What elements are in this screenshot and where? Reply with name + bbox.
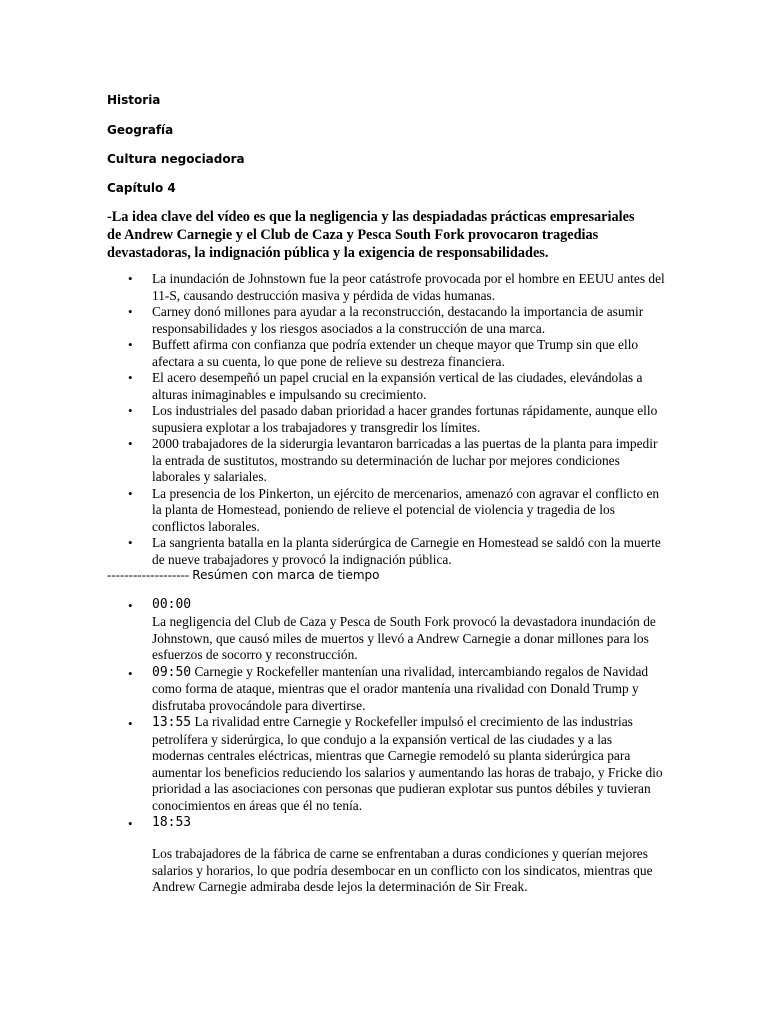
- list-item-text: Carney donó millones para ayudar a la reconstrucción, destacando la importancia de asumir responsabilidades y los riesgos asociados a la construcción de una marca.: [152, 304, 644, 336]
- bullet-icon: •: [128, 716, 133, 731]
- timestamp: 13:55: [152, 715, 192, 730]
- heading-geografia: Geografía: [107, 123, 174, 137]
- timestamp-text: Los trabajadores de la fábrica de carne se enfrentaban a duras condiciones y querían mejores salarios y horarios, lo que podría desembocar en un conflicto con los sindicatos, mientras que Andrew Carnegie admiraba desde lejos la determinación de Sir Freak.: [152, 846, 653, 894]
- timestamp-item: [107, 714, 667, 814]
- heading-capitulo: Capítulo 4: [107, 181, 176, 195]
- timestamp-text: Carnegie y Rockefeller mantenían una rivalidad, intercambiando regalos de Navidad como forma de ataque, mientras que el orador mantenía una rivalidad con Donald Trump y disfrutaba provocándole para divertirse.: [152, 663, 649, 713]
- list-item: [107, 403, 667, 436]
- bullet-icon: •: [128, 665, 133, 681]
- timestamp-item: [107, 596, 667, 664]
- list-item-text: La inundación de Johnstown fue la peor catástrofe provocada por el hombre en EEUU antes del 11-S, causando destrucción masiva y pérdida de vidas humanas.: [152, 271, 665, 303]
- list-item: [107, 486, 667, 536]
- list-item: [107, 337, 667, 370]
- timestamp-item: [107, 814, 667, 896]
- list-item-text: Buffett afirma con confianza que podría extender un cheque mayor que Trump sin que ello afectara a su cuenta, lo que pone de relieve su destreza financiera.: [152, 337, 639, 369]
- bullet-icon: •: [128, 304, 133, 319]
- list-item-text: Los industriales del pasado daban prioridad a hacer grandes fortunas rápidamente, aunque ello supusiera explotar a los trabajadores y transgredir los límites.: [152, 403, 658, 435]
- timestamp: 09:50: [152, 664, 192, 680]
- list-item: [107, 370, 667, 403]
- list-item: [107, 271, 667, 304]
- bullet-icon: •: [128, 535, 133, 550]
- bullet-icon: •: [128, 485, 133, 501]
- timestamp: 18:53: [152, 815, 192, 830]
- heading-historia: Historia: [107, 93, 161, 107]
- list-item: [107, 304, 667, 337]
- timestamp: 00:00: [152, 597, 192, 612]
- heading-cultura-negociadora: Cultura negociadora: [107, 152, 245, 166]
- timestamp-summary-divider: [107, 567, 380, 583]
- bullet-icon: •: [128, 337, 133, 352]
- list-item-text: 2000 trabajadores de la siderurgia levantaron barricadas a las puertas de la planta para impedir la entrada de sustitutos, mostrando su determinación de luchar por mejores condiciones laborales y salariales.: [152, 436, 658, 484]
- bullet-icon: •: [128, 816, 133, 831]
- timestamp-text: La rivalidad entre Carnegie y Rockefeller impulsó el crecimiento de las industrias petrolífera y siderúrgica, lo que condujo a la expansión vertical de las ciudades y a las modernas centrales eléctricas, mientras que Carnegie remodeló su planta siderúrgica para aumentar los beneficios reduciendo los salarios y aumentando las horas de trabajo, y Fricke dio prioridad a las asociaciones con personas que pudieran explotar sus puntos débiles y tuvieran conocimientos en áreas que él no tenía.: [152, 714, 663, 813]
- list-item: [107, 535, 667, 568]
- list-item-text: El acero desempeñó un papel crucial en la expansión vertical de las ciudades, elevándolas a alturas inimaginables e impulsando su crecimiento.: [152, 370, 643, 402]
- bullet-icon: •: [128, 403, 133, 418]
- timestamp-list: [107, 596, 667, 896]
- bullet-icon: •: [128, 370, 133, 385]
- list-item: [107, 436, 667, 486]
- list-item-text: La sangrienta batalla en la planta siderúrgica de Carnegie en Homestead se saldó con la muerte de nueve trabajadores y provocó la indignación pública.: [152, 535, 661, 567]
- intro-paragraph: -La idea clave del vídeo es que la negligencia y las despiadadas prácticas empresariales de Andrew Carnegie y el Club de Caza y Pesca South Fork provocaron tragedias devastadoras, la indignación pública y la exigencia de responsabilidades.: [107, 209, 635, 261]
- timestamp-summary-title: Resúmen con marca de tiempo: [192, 568, 380, 582]
- timestamp-text: La negligencia del Club de Caza y Pesca de South Fork provocó la devastadora inundación de Johnstown, que causó miles de muertos y llevó a Andrew Carnegie a donar millones para los esfuerzos de socorro y reconstrucción.: [152, 614, 656, 662]
- key-points-list: [107, 271, 667, 568]
- spacer: [152, 832, 667, 846]
- timestamp-item: [107, 664, 667, 715]
- list-item-text: La presencia de los Pinkerton, un ejército de mercenarios, amenazó con agravar el conflicto en la planta de Homestead, poniendo de relieve el potencial de violencia y tragedia de los conflictos laborales.: [152, 485, 660, 534]
- bullet-icon: •: [128, 436, 133, 451]
- bullet-icon: •: [128, 271, 133, 286]
- divider-dashes: -------------------: [107, 567, 190, 582]
- bullet-icon: •: [128, 598, 133, 613]
